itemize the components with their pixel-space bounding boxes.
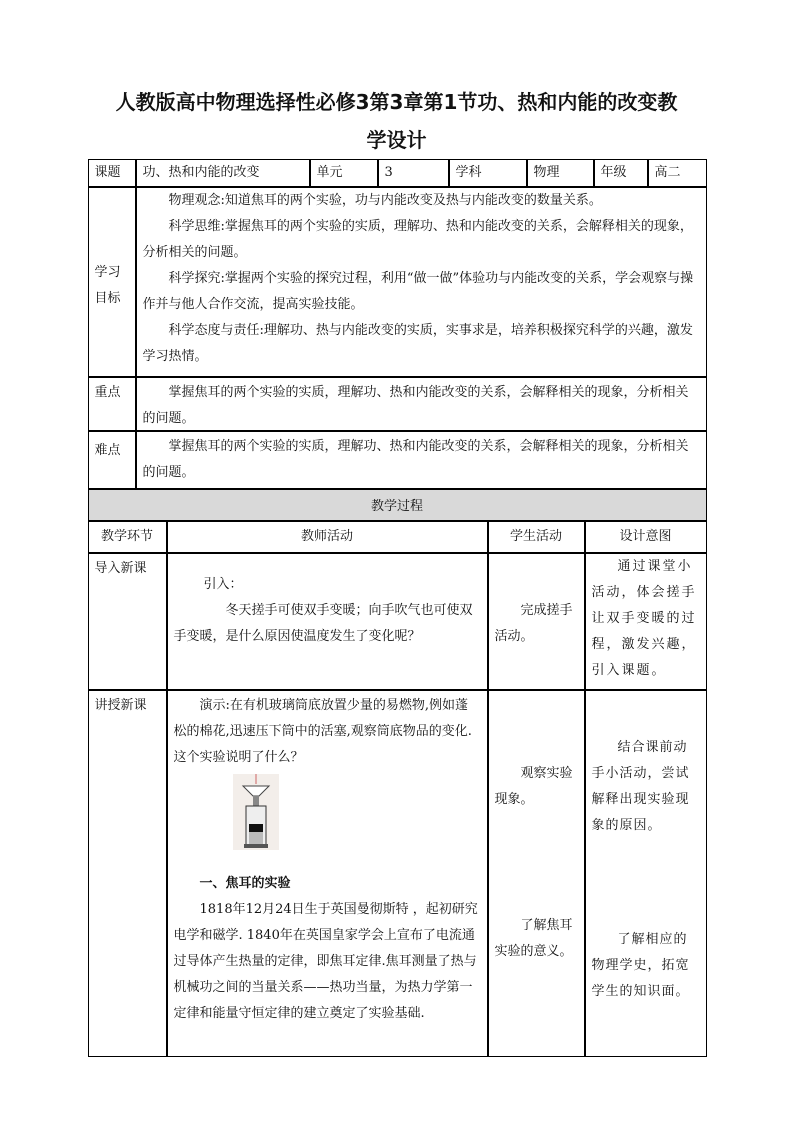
topic-value: 功、热和内能的改变 xyxy=(136,159,310,187)
intro-student xyxy=(488,553,585,690)
new-stage: 讲授新课 xyxy=(88,690,167,1057)
unit-value: 3 xyxy=(378,159,449,187)
piston-cylinder-image xyxy=(233,774,279,850)
demo-text: 演示:在有机玻璃筒底放置少量的易燃物,例如蓬松的棉花,迅速压下筒中的活塞,观察筒底物品的变化.这个实验说明了什么？ xyxy=(173,697,472,765)
grade-value: 高二 xyxy=(648,159,707,187)
col-intent: 设计意图 xyxy=(585,521,707,553)
joule-history: 1818年12月24日生于英国曼彻斯特 ，起初研究电学和磁学. 1840年在英国皇家学会上宣布了电流通过导体产生热量的定律，即焦耳定律.焦耳测量了热与机械功之间的当量关系——热功当量，为热力学第一定律和能量守恒定律的建立奠定了实验基础. xyxy=(173,901,478,1021)
col-teacher: 教师活动 xyxy=(167,521,488,553)
intro-intent-text: 通过课堂小活动，体会搓手让双手变暖的过程，激发兴趣，引入课题。 xyxy=(591,558,697,678)
goal-item: 科学思维:掌握焦耳的两个实验的实质，理解功、热和内能改变的关系，会解释相关的现象，分析相关的问题。 xyxy=(142,218,693,260)
new-student xyxy=(488,690,585,1057)
intent-history: 了解相应的物理学史，拓宽学生的知识面。 xyxy=(591,931,690,999)
grade-label: 年级 xyxy=(594,159,648,187)
student-observe: 观察实验现象。 xyxy=(494,765,573,807)
goal-item: 科学探究:掌握两个实验的探究过程，利用“做一做”体验功与内能改变的关系，学会观察与操作并与他人合作交流，提高实验技能。 xyxy=(142,270,694,312)
intro-stage: 导入新课 xyxy=(88,553,167,690)
topic-label: 课题 xyxy=(88,159,136,187)
col-student: 学生活动 xyxy=(488,521,585,553)
joule-heading: 一、焦耳的实验 xyxy=(199,875,291,891)
difficult-label: 难点 xyxy=(88,431,136,489)
student-joule: 了解焦耳实验的意义。 xyxy=(494,917,573,959)
unit-label: 单元 xyxy=(310,159,378,187)
new-teacher xyxy=(167,690,488,1057)
intro-intent xyxy=(585,553,707,690)
difficult-text: 掌握焦耳的两个实验的实质，理解功、热和内能改变的关系，会解释相关的现象，分析相关的问题。 xyxy=(142,438,689,480)
key-text: 掌握焦耳的两个实验的实质，理解功、热和内能改变的关系，会解释相关的现象，分析相关的问题。 xyxy=(142,384,689,426)
intent-explain: 结合课前动手小活动，尝试解释出现实验现象的原因。 xyxy=(591,739,690,833)
doc-title-line2: 学设计 xyxy=(366,128,427,152)
subject-value: 物理 xyxy=(527,159,594,187)
new-intent xyxy=(585,690,707,1057)
goals-label-1: 学习 xyxy=(94,264,121,280)
goals-label-2: 目标 xyxy=(94,290,121,306)
col-stage: 教学环节 xyxy=(88,521,167,553)
goal-item: 科学态度与责任:理解功、热与内能改变的实质，实事求是，培养积极探究科学的兴趣，激发学习热情。 xyxy=(142,322,693,364)
key-content xyxy=(136,377,707,431)
intro-question: 冬天搓手可使双手变暖；向手吹气也可使双手变暖，是什么原因使温度发生了变化呢？ xyxy=(173,602,473,644)
goals-label xyxy=(88,187,136,377)
process-header: 教学过程 xyxy=(88,489,707,521)
goals-content xyxy=(136,187,707,377)
intro-teacher xyxy=(167,553,488,690)
goal-item: 物理观念:知道焦耳的两个实验，功与内能改变及热与内能改变的数量关系。 xyxy=(168,192,602,208)
intro-student-text: 完成搓手活动。 xyxy=(494,602,573,644)
subject-label: 学科 xyxy=(449,159,527,187)
doc-title-line1: 人教版高中物理选择性必修3第3章第1节功、热和内能的改变教 xyxy=(115,90,678,114)
difficult-content xyxy=(136,431,707,489)
key-label: 重点 xyxy=(88,377,136,431)
intro-lead: 引入： xyxy=(203,576,243,592)
